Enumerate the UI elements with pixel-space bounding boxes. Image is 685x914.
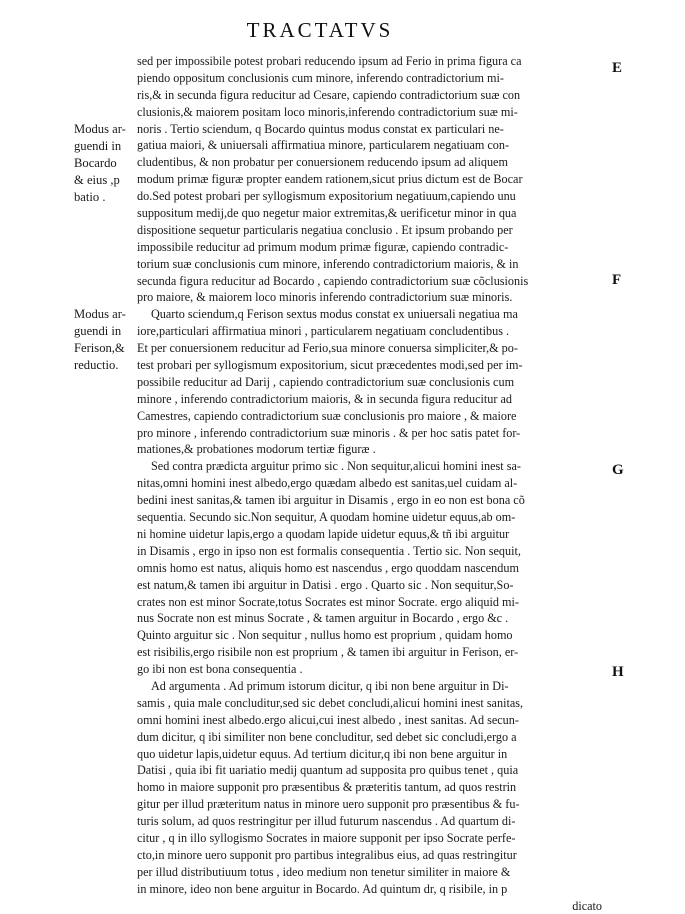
text-line: clusionis,& maiorem positam loco minoris,inferendo contradictorium suæ mi- — [137, 104, 518, 119]
signature-mark-f: F — [612, 272, 622, 288]
text-line: go ibi non est bona consequentia . — [137, 662, 303, 677]
text-line: in Disamis , ergo in ipso non est formalis consequentia . Tertio sic. Non sequit, — [137, 543, 521, 558]
running-head: TRACTATVS — [246, 18, 394, 42]
text-line: secunda figura reducitur ad Bocardo , capiendo contradictorium suæ cõclusionis — [137, 273, 529, 288]
text-line: piendo oppositum conclusionis cum minore, inferendo contradictorium mi- — [137, 70, 504, 85]
text-line: Camestres, capiendo contradictorium suæ conclusionis pro maiore , & maiore — [137, 408, 517, 423]
margin-note-line: batio . — [74, 189, 106, 204]
text-line: mationes,& probationes modorum tertiæ figuræ . — [137, 442, 376, 457]
text-line: modum primæ figuræ propter eandem rationem,sicut prius dictum est de Bocar — [137, 172, 523, 187]
text-line: suppositum medij,de quo negetur maior extremitas,& uerificetur minor in qua — [137, 206, 517, 221]
margin-note-ferison — [74, 306, 138, 374]
text-line: nus Socrate non est minus Socrate , & tamen arguitur in Bocardo , ergo &c . — [137, 611, 509, 626]
text-line: est risibilis,ergo risibile non est proprium , & tamen ibi arguitur in Ferison, er- — [137, 645, 519, 660]
text-line: do.Sed potest probari per syllogismum expositorium negatiuum,capiendo unu — [137, 189, 516, 204]
text-line: in minore, ideo non bene arguitur in Bocardo. Ad quintum dr, q risibile, in p — [137, 881, 508, 896]
text-line: nitas,omni homini inest albedo,ergo quædam albedo est sanitas,uel cuidam al- — [137, 476, 518, 491]
text-line: Datisi , quia ibi fit uariatio medij quantum ad supposita pro quibus tenet , quia — [137, 763, 519, 778]
text-line: sequentia. Secundo sic.Non sequitur, A quodam homine uidetur equus,ab om- — [137, 510, 516, 525]
margin-note-line: Bocardo — [74, 155, 117, 170]
text-line: Ad argumenta . Ad primum istorum dicitur, q ibi non bene arguitur in Di- — [151, 678, 509, 693]
text-line: bedini inest sanitas,& tamen ibi arguitur in Disamis , ergo in eo non est bona cõ — [137, 493, 525, 508]
text-line: quo uidetur lapis,uidetur equus. Ad tertium dicitur,q ibi non bene arguitur in — [137, 746, 508, 761]
text-line: pro minore , inferendo contradictorium suæ minoris . & per hoc satis patet for- — [137, 425, 521, 440]
text-line: Quarto sciendum,q Ferison sextus modus constat ex uniuersali negatiua ma — [151, 307, 518, 322]
margin-note-line: reductio. — [74, 357, 119, 372]
text-line: ris,& in secunda figura reducitur ad Cesare, capiendo contradictorium suæ con — [137, 87, 521, 102]
body-text — [137, 53, 602, 914]
text-line: gatiua maiori, & uniuersali affirmatiua minore, particularem negatiuam con- — [137, 138, 510, 153]
text-line: citur , q in illo syllogismo Socrates in maiore supponit per ipso Socrate perfe- — [137, 830, 516, 845]
text-line: Et per conuersionem reducitur ad Ferio,sua minore conuersa simpliciter,& po- — [137, 341, 518, 356]
margin-note-line: Modus ar- — [74, 122, 126, 136]
signature-mark-h: H — [612, 664, 624, 680]
text-line: test probari per syllogismum expositorium, sicut præcedentes modi,sed per im- — [137, 358, 523, 373]
text-line: Sed contra prædicta arguitur primo sic . Non sequitur,alicui homini inest sa- — [151, 459, 521, 474]
text-line: dicato — [572, 898, 602, 913]
margin-note-line: & eius ,p — [74, 172, 120, 187]
text-line: noris . Tertio sciendum, q Bocardo quintus modus constat ex particulari ne- — [137, 121, 504, 136]
text-line: dum dicitur, q ibi similiter non bene concluditur, sed debet sic concludi,ergo a — [137, 729, 517, 744]
signature-mark-g: G — [612, 462, 624, 478]
text-line: per illud distributiuum totus , ideo medium non tenetur similiter in maiore & — [137, 864, 511, 879]
text-line: omnis homo est natus, aliquis homo est nascendus , ergo quoddam nascendum — [137, 560, 519, 575]
text-line: minore , inferendo contradictorium maioris, & in secunda figura reducitur ad — [137, 391, 512, 406]
text-line: possibile reducitur ad Darij , capiendo contradictorium suæ conclusionis cum — [137, 374, 515, 389]
text-line: Quinto arguitur sic . Non sequitur , nullus homo est proprium , quidam homo — [137, 628, 513, 643]
text-line: crates non est minor Socrate,totus Socrates est minor Socrate. ergo aliquid mi- — [137, 594, 519, 609]
margin-note-line: Ferison,& — [74, 340, 125, 355]
margin-note-line: guendi in — [74, 138, 122, 153]
text-line: omni homini inest albedo.ergo alicui,cui inest albedo , inest sanitas. Ad secun- — [137, 712, 519, 727]
text-line: torium suæ conclusionis cum minore, inferendo contradictorium maioris, & in — [137, 256, 519, 271]
text-line: pro maiore, & maiorem loco minoris inferendo contradictorium suæ minoris. — [137, 290, 513, 305]
text-line: est natum,& tamen ibi arguitur in Datisi . ergo . Quarto sic . Non sequitur,So- — [137, 577, 514, 592]
text-line: impossibile reducitur ad primum modum primæ figuræ, capiendo contradic- — [137, 239, 509, 254]
text-line: iore,particulari affirmatiua minori , particularem negatiuam concludentibus . — [137, 324, 510, 339]
margin-note-bocardo — [74, 121, 138, 206]
text-line: homo in maiore supponit pro præsentibus & præteritis tantum, ad quos restrin — [137, 780, 517, 795]
text-line: dispositione sequetur particularis negatiua conclusio . Et ipsum probando per — [137, 222, 513, 237]
text-line: cto,in minore uero supponit pro partibus integralibus eius, ad quas restringitur — [137, 847, 517, 862]
text-line: samis , quia male concluditur,sed sic debet concludi,alicui homini inest sanitas, — [137, 695, 524, 710]
margin-note-line: Modus ar- — [74, 307, 126, 321]
text-line: turis solum, ad quos restringitur per illud futurum nascendus . Ad quartum di- — [137, 814, 516, 829]
text-line: ni homine uidetur lapis,ergo a quodam lapide uidetur equus,& tñ ibi arguitur — [137, 526, 510, 541]
margin-note-line: guendi in — [74, 323, 122, 338]
text-line: sed per impossibile potest probari reducendo ipsum ad Ferio in prima figura ca — [137, 54, 522, 68]
text-line: cludentibus, & non probatur per conuersionem reducendo ipsum ad aliquem — [137, 155, 508, 170]
signature-mark-e: E — [612, 60, 623, 76]
text-line: gitur per illud præteritum natus in minore uero supponit pro præsentibus & fu- — [137, 797, 520, 812]
